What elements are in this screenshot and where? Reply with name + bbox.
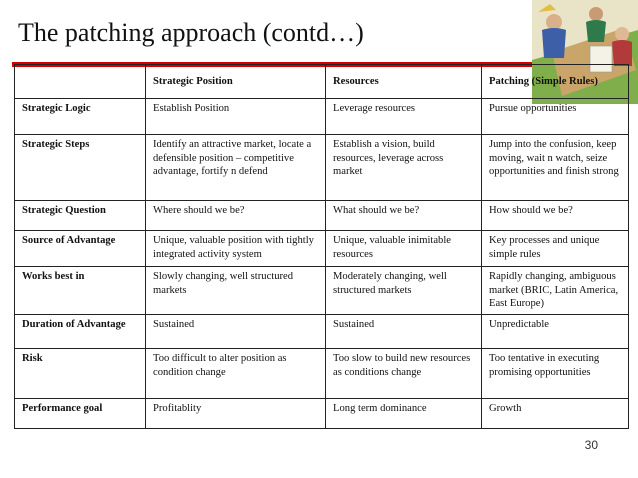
table-cell: Where should we be?: [146, 201, 326, 231]
row-label: Strategic Logic: [15, 99, 146, 135]
table-cell: Unique, valuable position with tightly integrated activity system: [146, 231, 326, 267]
table-row: [15, 267, 629, 315]
page-number: 30: [584, 438, 598, 452]
table-cell: Sustained: [146, 315, 326, 349]
row-label: Risk: [15, 349, 146, 399]
row-label: Works best in: [15, 267, 146, 315]
table-row: [15, 201, 629, 231]
header-cell-strategic-position: Strategic Position: [146, 65, 326, 99]
header-cell-patching: Patching (Simple Rules): [482, 65, 629, 99]
table-cell: Moderately changing, well structured markets: [326, 267, 482, 315]
table-cell: Establish a vision, build resources, leverage across market: [326, 135, 482, 201]
table-cell: Establish Position: [146, 99, 326, 135]
table-row: [15, 399, 629, 429]
table-cell: Growth: [482, 399, 629, 429]
table-cell: Rapidly changing, ambiguous market (BRIC, Latin America, East Europe): [482, 267, 629, 315]
table-row: [15, 99, 629, 135]
comparison-table: [14, 64, 629, 429]
row-label: Strategic Steps: [15, 135, 146, 201]
row-label: Performance goal: [15, 399, 146, 429]
table-cell: How should we be?: [482, 201, 629, 231]
table-cell: Slowly changing, well structured markets: [146, 267, 326, 315]
table-cell: Too difficult to alter position as condition change: [146, 349, 326, 399]
table-cell: What should we be?: [326, 201, 482, 231]
header-cell-resources: Resources: [326, 65, 482, 99]
table-cell: Sustained: [326, 315, 482, 349]
row-label: Strategic Question: [15, 201, 146, 231]
row-label: Duration of Advantage: [15, 315, 146, 349]
table-cell: Profitablity: [146, 399, 326, 429]
table-cell: Jump into the confusion, keep moving, wait n watch, seize opportunities and finish strong: [482, 135, 629, 201]
row-label: Source of Advantage: [15, 231, 146, 267]
slide-title: The patching approach (contd…): [18, 18, 364, 47]
table-cell: Leverage resources: [326, 99, 482, 135]
table-cell: Unpredictable: [482, 315, 629, 349]
table-cell: Unique, valuable inimitable resources: [326, 231, 482, 267]
table-cell: Identify an attractive market, locate a defensible position – competitive advantage, fortify n defend: [146, 135, 326, 201]
table-cell: Too tentative in executing promising opportunities: [482, 349, 629, 399]
table-row: [15, 349, 629, 399]
table-row: [15, 231, 629, 267]
header-cell-blank: [15, 65, 146, 99]
table-cell: Too slow to build new resources as conditions change: [326, 349, 482, 399]
table-cell: Pursue opportunities: [482, 99, 629, 135]
table-cell: Long term dominance: [326, 399, 482, 429]
table-cell: Key processes and unique simple rules: [482, 231, 629, 267]
table-header-row: [15, 65, 629, 99]
table-row: [15, 315, 629, 349]
table-row: [15, 135, 629, 201]
